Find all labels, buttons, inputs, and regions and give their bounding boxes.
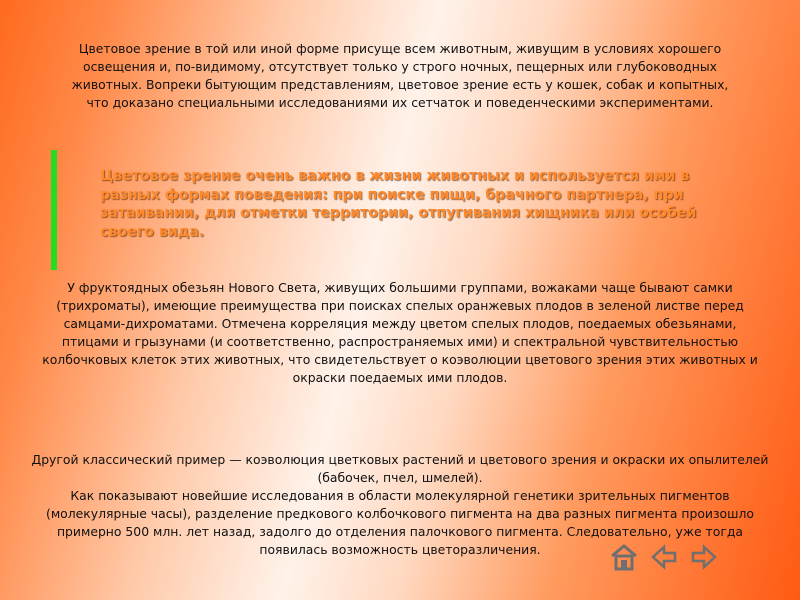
callout-highlight: Цветовое зрение очень важно в жизни животных и используется ими в разных формах поведения: при поиске пищи, брачного партнера, при затаивании, для отметки территории, отпугивания хищника или особей своего вида. <box>100 168 697 240</box>
paragraph-monkeys: У фруктоядных обезьян Нового Света, живущих большими группами, вожаками чаще бывают самки (трихроматы), имеющие преимущества при поисках спелых оранжевых плодов в зеленой листве перед самцами-дихроматами. Отмечена корреляция между цветом спелых плодов, поедаемых обезьянами, птицами и грызунами (и соответственно, распространяемых ими) и спектральной чувствительностью колбочковых клеток этих животных, что свидетельствует о коэволюции цветового зрения этих животных и окраски поедаемых ими плодов. <box>42 280 758 385</box>
paragraph-molecular-genetics: Как показывают новейшие исследования в области молекулярной генетики зрительных пигментов (молекулярные часы), разделение предкового колбочкового пигмента на два разных пигмента произошло примерно 500 млн. лет назад, задолго до отделения палочкового пигмента. Следовательно, уже тогда появилась возможность цветоразличения. <box>46 488 754 557</box>
home-icon <box>609 542 639 572</box>
forward-arrow-icon <box>689 542 719 572</box>
back-button[interactable] <box>648 541 680 573</box>
accent-bar <box>51 150 57 270</box>
home-button[interactable] <box>608 541 640 573</box>
forward-button[interactable] <box>688 541 720 573</box>
paragraph-coevolution: Другой классический пример — коэволюция цветковых растений и цветового зрения и окраски их опылителей (бабочек, пчел, шмелей). <box>31 452 769 485</box>
slide-navigation <box>608 540 768 574</box>
back-arrow-icon <box>649 542 679 572</box>
paragraph-color-vision-intro: Цветовое зрение в той или иной форме присуще всем животным, живущим в условиях хорошего освещения и, по-видимому, отсутствует только у строго ночных, пещерных или глубоководных животных. Вопреки бытующим представлениям, цветовое зрение есть у кошек, собак и копытных, что доказано специальными исследованиями их сетчаток и поведенческими экспериментами. <box>71 41 729 110</box>
